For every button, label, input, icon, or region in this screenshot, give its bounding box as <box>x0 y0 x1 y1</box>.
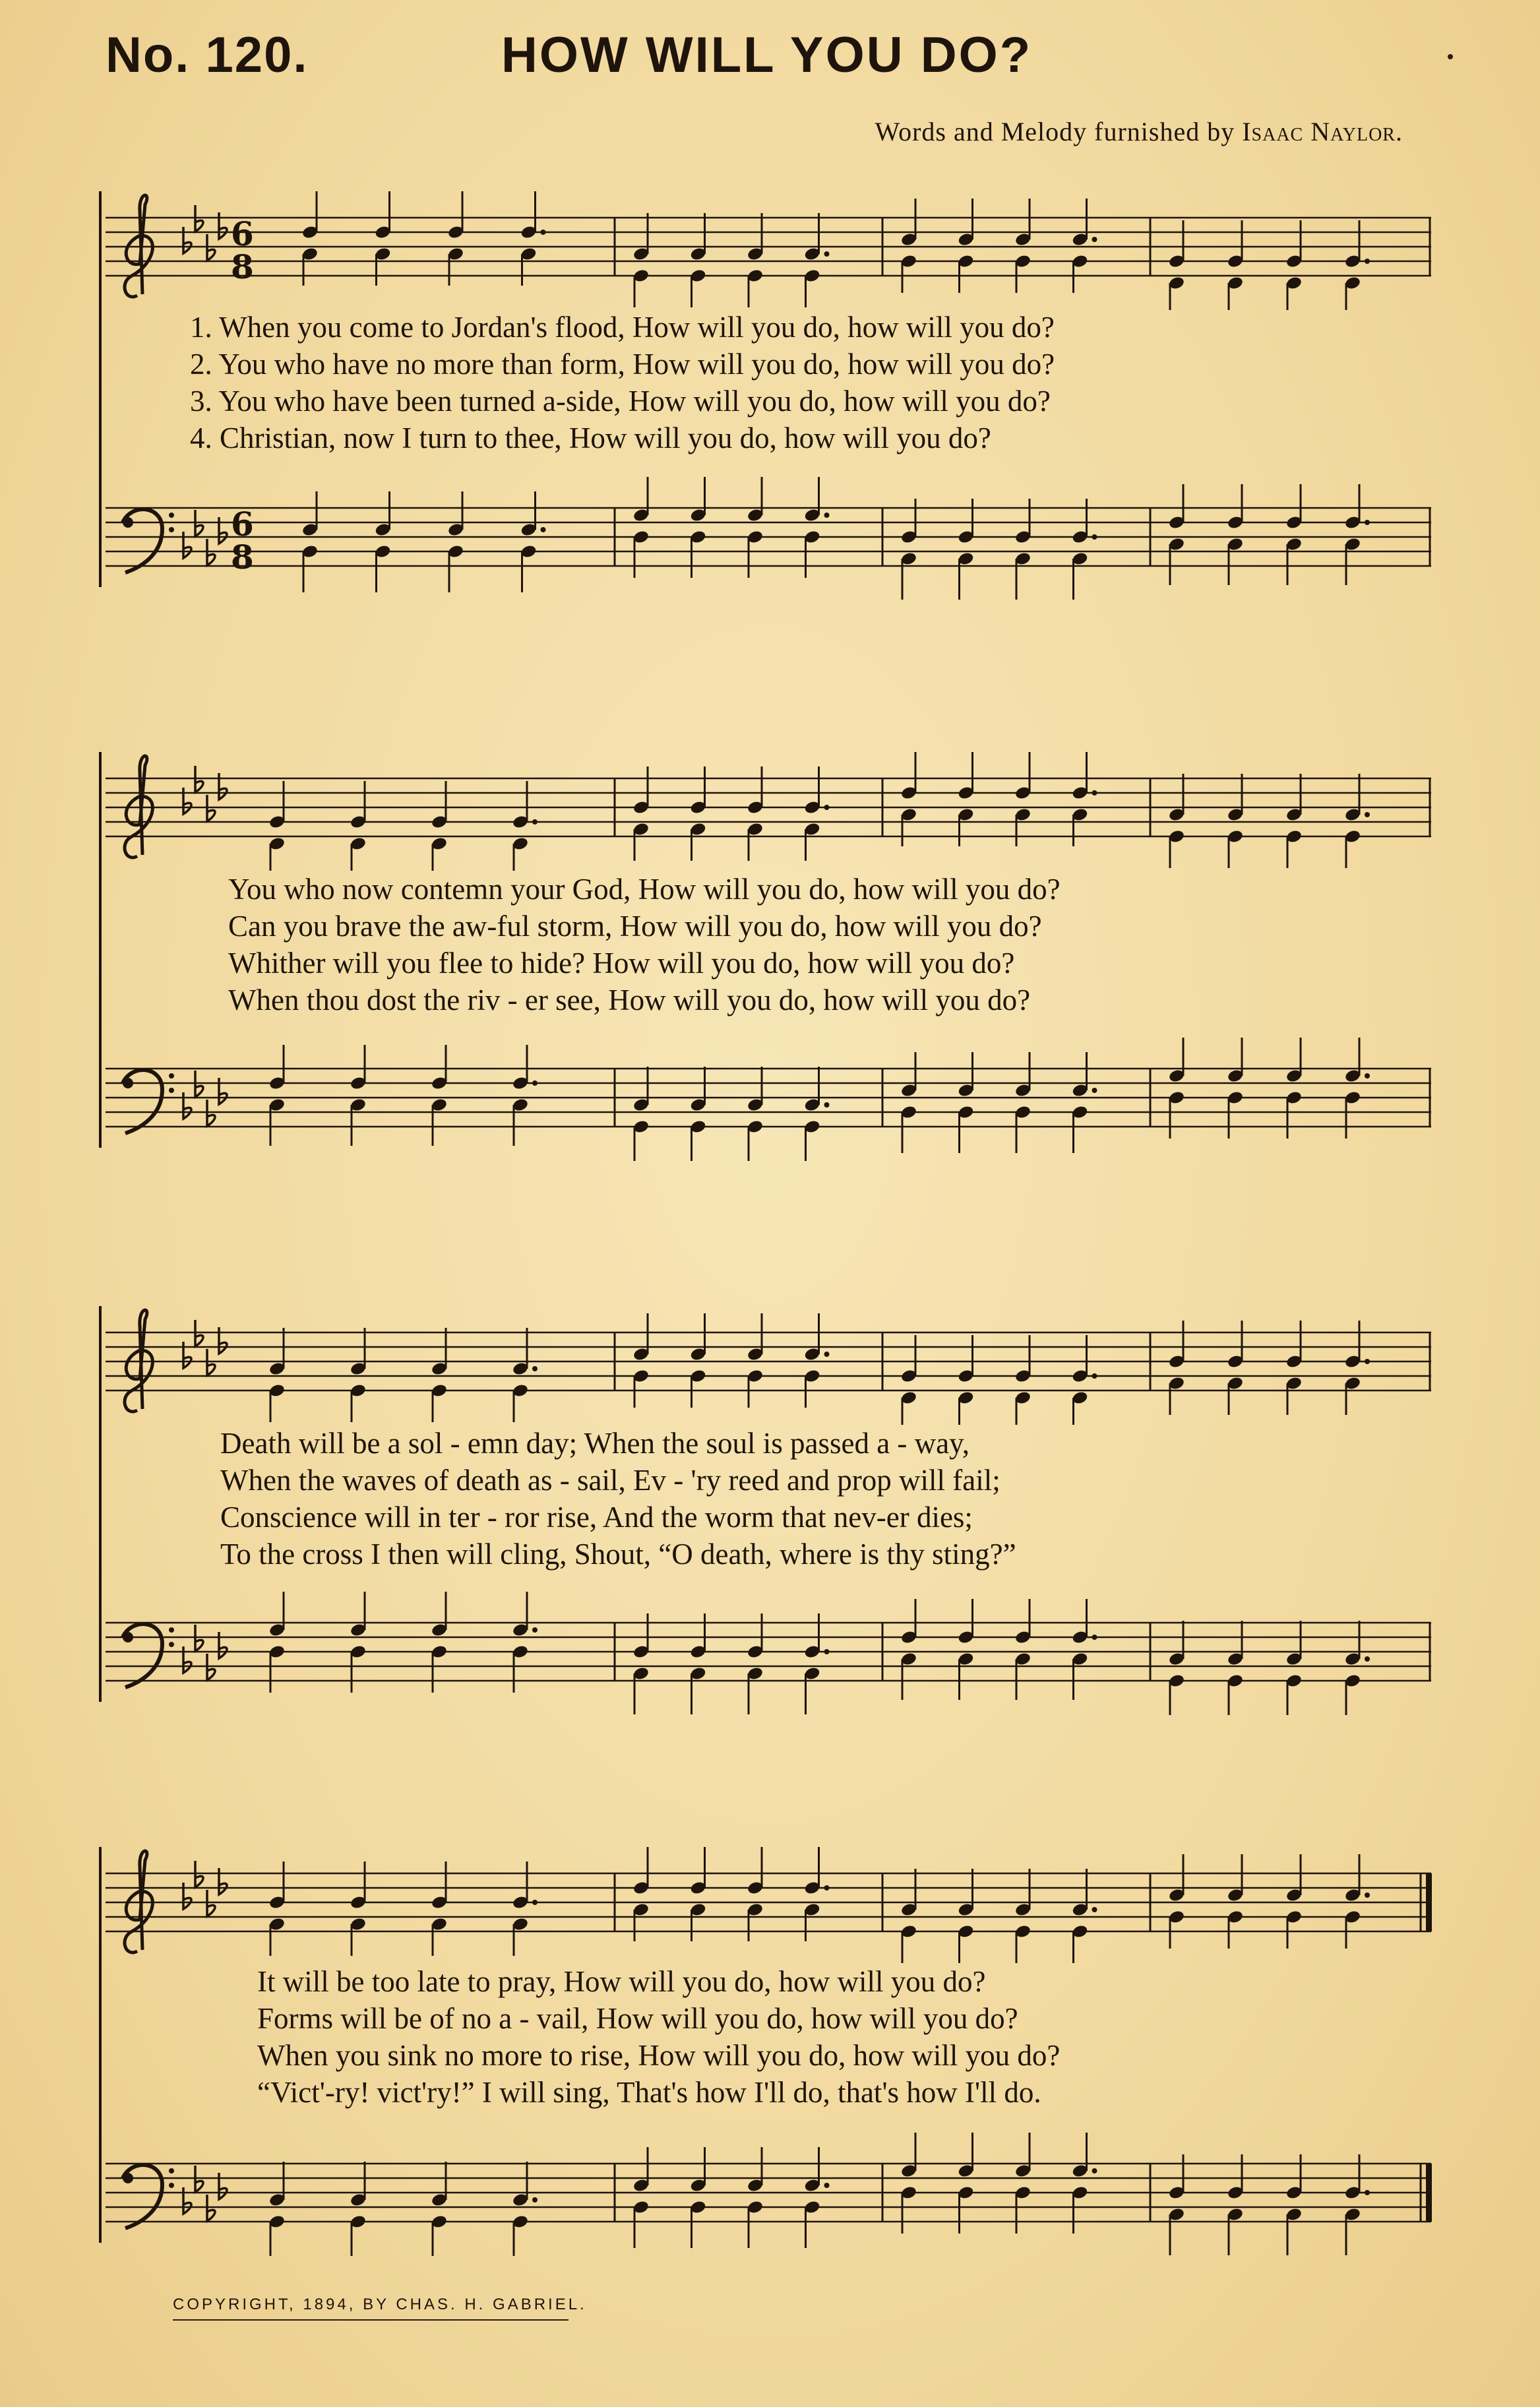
bass-clef-dot <box>169 1642 174 1647</box>
copyright-notice: COPYRIGHT, 1894, BY CHAS. H. GABRIEL. <box>173 2296 587 2313</box>
bass-staff-notation <box>99 1029 1438 1161</box>
note-dot <box>1092 534 1097 540</box>
music-system-3 <box>99 1293 1438 1755</box>
note-dot <box>1092 1373 1097 1379</box>
system-brace <box>99 752 102 1148</box>
note-dot <box>532 1900 538 1905</box>
bass-clef-dot <box>169 1088 174 1093</box>
note-dot <box>541 527 546 532</box>
lyric-line-verse-4: To the cross I then will cling, Shout, “O death, where is thy sting?” <box>220 1538 1016 1571</box>
treble-staff <box>99 178 1438 310</box>
final-barline-thick <box>1426 1873 1432 1931</box>
flat-sign-icon <box>219 1327 227 1354</box>
lyric-line-verse-1: 1. When you come to Jordan's flood, How will you do, how will you do? <box>190 311 1055 344</box>
bass-clef-dot <box>123 1078 133 1088</box>
note-dot <box>824 1102 830 1108</box>
note-dot <box>824 1352 830 1357</box>
note-dot <box>824 251 830 257</box>
copyright-rule <box>173 2319 569 2321</box>
note-dot <box>1365 812 1370 817</box>
time-signature-bottom: 8 <box>231 538 254 577</box>
note-dot <box>1092 1088 1097 1093</box>
lyric-line-verse-2: Forms will be of no a - vail, How will you do, how will you do? <box>257 2002 1018 2035</box>
lyric-line-verse-4: “Vict'-ry! vict'ry!” I will sing, That's how I'll do, that's how I'll do. <box>257 2076 1041 2109</box>
lyrics-block <box>220 1425 1016 1573</box>
bass-staff <box>99 1583 1438 1715</box>
time-signature-top: 6 <box>231 214 254 253</box>
credit-line <box>875 116 1403 147</box>
treble-staff-notation <box>99 739 1438 871</box>
note-dot <box>824 1885 830 1891</box>
lyric-line-verse-1: It will be too late to pray, How will you do, how will you do? <box>257 1965 986 1998</box>
note-dot <box>1092 1907 1097 1912</box>
bass-staff-notation <box>99 1583 1438 1715</box>
music-system-2 <box>99 739 1438 1201</box>
flat-sign-icon <box>219 517 227 544</box>
lyric-line-verse-3: Conscience will in ter - ror rise, And the worm that nev-er dies; <box>220 1501 973 1534</box>
note-dot <box>1365 1073 1370 1078</box>
bass-clef-dot <box>169 2183 174 2188</box>
music-system-4 <box>99 1834 1438 2296</box>
lyric-line-verse-2: Can you brave the aw-ful storm, How will you do, how will you do? <box>228 910 1042 943</box>
flat-sign-icon <box>219 212 227 239</box>
lyric-line-verse-2: 2. You who have no more than form, How will you do, how will you do? <box>190 348 1055 381</box>
treble-staff-notation <box>99 1293 1438 1425</box>
flat-sign-icon <box>183 1883 191 1909</box>
lyric-line-verse-3: When you sink no more to rise, How will you do, how will you do? <box>257 2039 1061 2072</box>
flat-sign-icon <box>183 1092 191 1119</box>
note-dot <box>1365 1892 1370 1898</box>
credit-author: Isaac Naylor. <box>1242 117 1403 146</box>
bass-clef-dot <box>169 513 174 518</box>
note-dot <box>824 805 830 810</box>
flat-sign-icon <box>183 227 191 253</box>
hymn-title: HOW WILL YOU DO? <box>501 27 1033 83</box>
lyric-line-verse-3: Whither will you flee to hide? How will you do, how will you do? <box>228 947 1015 980</box>
flat-sign-icon <box>219 1868 227 1894</box>
lyric-line-verse-4: 4. Christian, now I turn to thee, How will you do, how will you do? <box>190 422 991 454</box>
note-dot <box>1092 237 1097 242</box>
bass-clef-dot <box>169 527 174 532</box>
flat-sign-icon <box>183 1646 191 1673</box>
bass-staff <box>99 2124 1438 2256</box>
note-dot <box>1365 259 1370 264</box>
system-brace <box>99 191 102 587</box>
bass-clef-dot <box>169 1073 174 1078</box>
credit-prefix: Words and Melody furnished by <box>875 117 1235 146</box>
note-dot <box>824 1649 830 1654</box>
flat-sign-icon <box>219 2173 227 2199</box>
lyric-line-verse-4: When thou dost the riv - er see, How will you do, how will you do? <box>228 984 1031 1016</box>
hymn-number: No. 120. <box>106 27 309 83</box>
note-dot <box>1092 1635 1097 1640</box>
note-dot <box>824 513 830 518</box>
bass-clef-dot <box>169 1627 174 1633</box>
music-system-1 <box>99 178 1438 640</box>
system-brace <box>99 1306 102 1702</box>
bass-clef-dot <box>169 2168 174 2173</box>
treble-staff <box>99 1834 1438 1966</box>
lyrics-block <box>228 871 1061 1018</box>
final-barline-thick <box>1426 2164 1432 2222</box>
note-dot <box>532 1080 538 1086</box>
ink-speck <box>1448 54 1453 59</box>
note-dot <box>532 1366 538 1371</box>
time-signature-bottom: 8 <box>231 247 254 286</box>
bass-staff-notation <box>99 468 1438 600</box>
lyrics-block <box>190 309 1055 456</box>
flat-sign-icon <box>219 1078 227 1104</box>
bass-clef-dot <box>123 1632 133 1642</box>
lyric-line-verse-1: Death will be a sol - emn day; When the soul is passed a - way, <box>220 1427 970 1460</box>
note-dot <box>1365 520 1370 525</box>
note-dot <box>1365 1656 1370 1662</box>
flat-sign-icon <box>183 532 191 558</box>
note-dot <box>1365 1359 1370 1364</box>
treble-staff <box>99 739 1438 871</box>
flat-sign-icon <box>219 773 227 799</box>
note-dot <box>824 2183 830 2188</box>
note-dot <box>532 819 538 825</box>
bass-staff <box>99 468 1438 600</box>
flat-sign-icon <box>219 1632 227 1658</box>
lyric-line-verse-1: You who now contemn your God, How will you do, how will you do? <box>228 873 1061 906</box>
flat-sign-icon <box>183 2187 191 2214</box>
flat-sign-icon <box>183 788 191 814</box>
lyric-line-verse-3: 3. You who have been turned a-side, How will you do, how will you do? <box>190 385 1051 418</box>
bass-clef-dot <box>123 517 133 528</box>
treble-staff-notation <box>99 178 1438 310</box>
note-dot <box>1092 790 1097 796</box>
system-brace <box>99 1847 102 2243</box>
treble-staff <box>99 1293 1438 1425</box>
note-dot <box>1092 2168 1097 2173</box>
note-dot <box>532 2197 538 2203</box>
note-dot <box>1365 2190 1370 2195</box>
flat-sign-icon <box>183 1342 191 1368</box>
note-dot <box>541 230 546 235</box>
lyric-line-verse-2: When the waves of death as - sail, Ev - 'ry reed and prop will fail; <box>220 1464 1001 1497</box>
treble-staff-notation <box>99 1834 1438 1966</box>
bass-staff <box>99 1029 1438 1161</box>
time-signature-top: 6 <box>231 505 254 544</box>
bass-clef-dot <box>123 2173 133 2183</box>
bass-staff-notation <box>99 2124 1438 2256</box>
lyrics-block <box>257 1963 1060 2111</box>
note-dot <box>532 1627 538 1633</box>
